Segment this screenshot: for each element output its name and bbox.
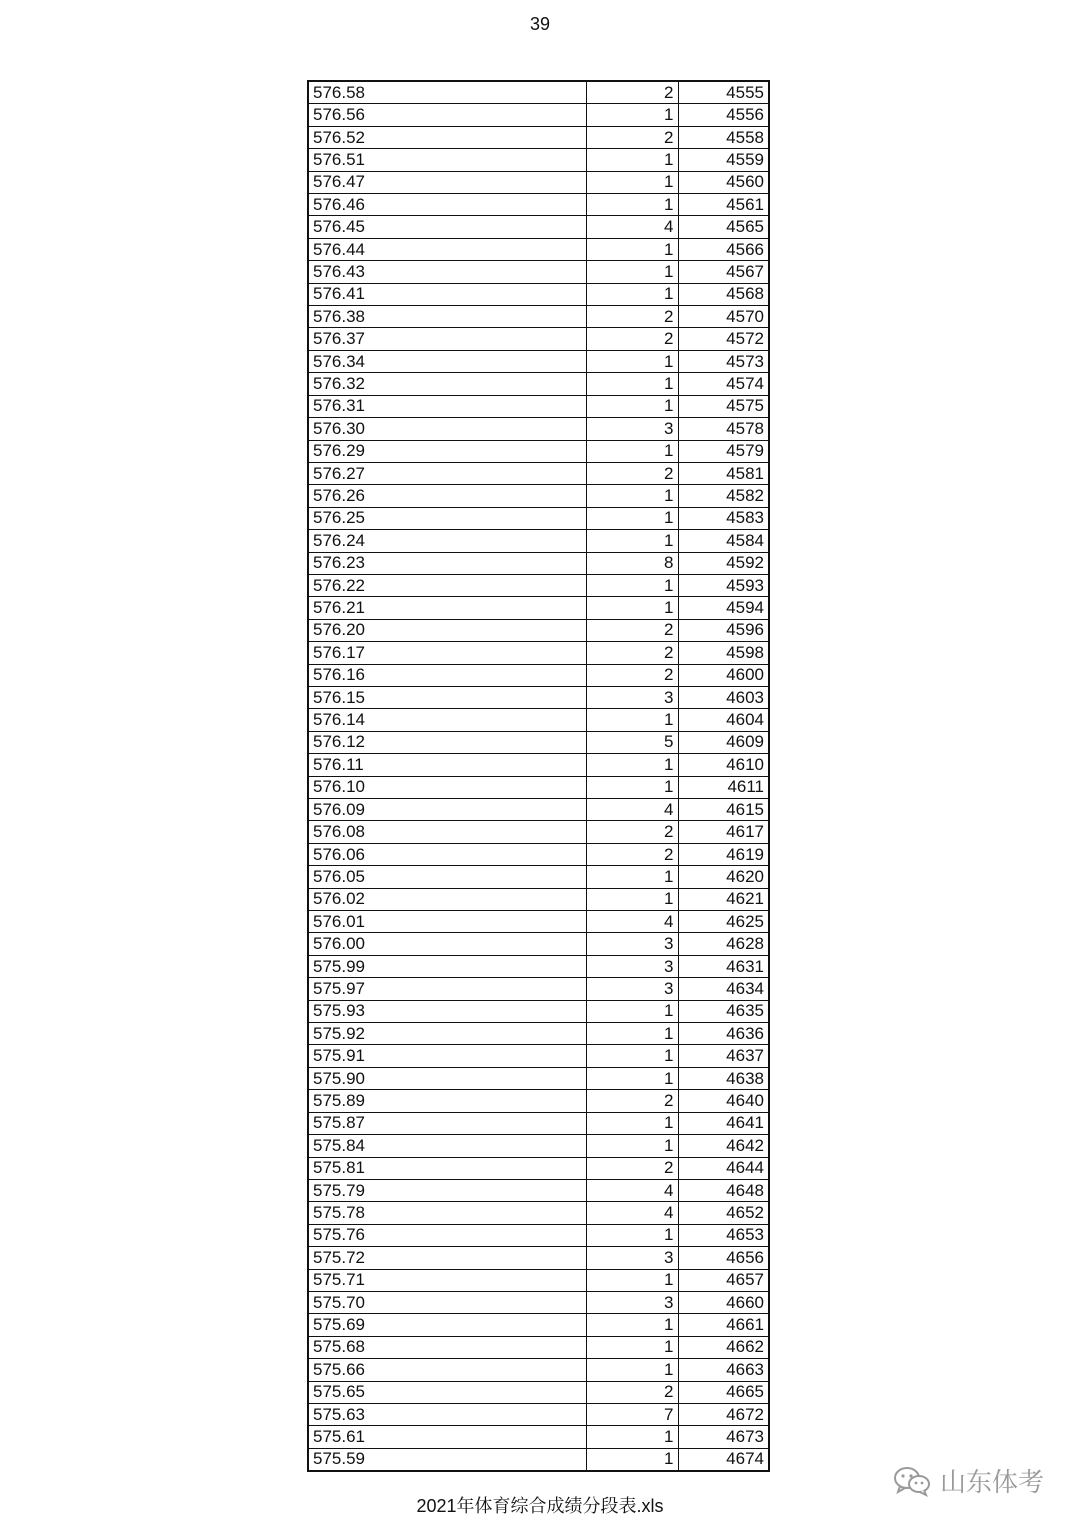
count-cell: 5 [586,731,678,753]
table-row [308,81,769,104]
count-cell: 2 [586,81,678,104]
score-cell: 576.58 [308,81,586,104]
score-cell: 575.90 [308,1067,586,1089]
count-cell: 1 [586,373,678,395]
cumulative-cell: 4611 [678,776,769,798]
count-cell: 1 [586,261,678,283]
score-cell: 576.12 [308,731,586,753]
cumulative-cell: 4581 [678,462,769,484]
count-cell: 1 [586,888,678,910]
score-cell: 575.91 [308,1045,586,1067]
cumulative-cell: 4625 [678,911,769,933]
table-row [308,1157,769,1179]
count-cell: 1 [586,1269,678,1291]
cumulative-cell: 4559 [678,149,769,171]
score-cell: 576.10 [308,776,586,798]
table-row [308,821,769,843]
cumulative-cell: 4604 [678,709,769,731]
score-cell: 576.56 [308,104,586,126]
score-cell: 576.32 [308,373,586,395]
score-cell: 575.66 [308,1359,586,1381]
footer-file-title: 2021年体育综合成绩分段表.xls [416,1496,664,1516]
count-cell: 3 [586,933,678,955]
table-row [308,1000,769,1022]
table-row [308,1179,769,1201]
score-cell: 575.61 [308,1426,586,1448]
table-row [308,462,769,484]
score-cell: 576.47 [308,171,586,193]
table-row [308,1135,769,1157]
cumulative-cell: 4628 [678,933,769,955]
score-cell: 576.06 [308,843,586,865]
score-cell: 575.92 [308,1023,586,1045]
count-cell: 2 [586,642,678,664]
score-cell: 576.45 [308,216,586,238]
score-cell: 575.72 [308,1247,586,1269]
table-row [308,664,769,686]
cumulative-cell: 4661 [678,1314,769,1336]
count-cell: 2 [586,619,678,641]
score-cell: 575.99 [308,955,586,977]
table-row [308,104,769,126]
count-cell: 1 [586,1067,678,1089]
cumulative-cell: 4600 [678,664,769,686]
cumulative-cell: 4570 [678,306,769,328]
table-row [308,1381,769,1403]
cumulative-cell: 4660 [678,1291,769,1313]
table-row [308,507,769,529]
count-cell: 1 [586,776,678,798]
table-row [308,1269,769,1291]
count-cell: 7 [586,1403,678,1425]
cumulative-cell: 4674 [678,1448,769,1471]
cumulative-cell: 4653 [678,1224,769,1246]
table-row [308,126,769,148]
count-cell: 1 [586,1314,678,1336]
table-row [308,597,769,619]
count-cell: 1 [586,440,678,462]
count-cell: 1 [586,530,678,552]
count-cell: 1 [586,866,678,888]
score-cell: 576.38 [308,306,586,328]
cumulative-cell: 4596 [678,619,769,641]
cumulative-cell: 4641 [678,1112,769,1134]
count-cell: 1 [586,350,678,372]
table-row [308,373,769,395]
score-cell: 576.31 [308,395,586,417]
count-cell: 1 [586,1426,678,1448]
count-cell: 1 [586,149,678,171]
score-cell: 575.69 [308,1314,586,1336]
count-cell: 2 [586,821,678,843]
score-cell: 576.15 [308,686,586,708]
table-row [308,530,769,552]
count-cell: 1 [586,597,678,619]
table-row [308,194,769,216]
count-cell: 4 [586,1202,678,1224]
cumulative-cell: 4642 [678,1135,769,1157]
count-cell: 3 [586,1291,678,1313]
count-cell: 1 [586,1000,678,1022]
cumulative-cell: 4566 [678,238,769,260]
cumulative-cell: 4609 [678,731,769,753]
cumulative-cell: 4561 [678,194,769,216]
score-cell: 576.34 [308,350,586,372]
count-cell: 1 [586,1023,678,1045]
count-cell: 4 [586,911,678,933]
table-row [308,1448,769,1471]
cumulative-cell: 4621 [678,888,769,910]
table-row [308,888,769,910]
cumulative-cell: 4568 [678,283,769,305]
cumulative-cell: 4582 [678,485,769,507]
table-row [308,1359,769,1381]
score-cell: 576.21 [308,597,586,619]
count-cell: 2 [586,462,678,484]
score-cell: 575.87 [308,1112,586,1134]
count-cell: 2 [586,1381,678,1403]
score-cell: 576.41 [308,283,586,305]
score-cell: 576.51 [308,149,586,171]
score-cell: 575.71 [308,1269,586,1291]
score-cell: 576.26 [308,485,586,507]
table-row [308,149,769,171]
table-row [308,395,769,417]
count-cell: 1 [586,104,678,126]
table-row [308,328,769,350]
table-row [308,238,769,260]
score-cell: 575.76 [308,1224,586,1246]
score-cell: 575.93 [308,1000,586,1022]
count-cell: 1 [586,395,678,417]
count-cell: 1 [586,485,678,507]
score-cell: 576.43 [308,261,586,283]
cumulative-cell: 4636 [678,1023,769,1045]
cumulative-cell: 4556 [678,104,769,126]
table-row [308,1224,769,1246]
cumulative-cell: 4672 [678,1403,769,1425]
table-row [308,978,769,1000]
table-row [308,306,769,328]
cumulative-cell: 4573 [678,350,769,372]
score-cell: 576.27 [308,462,586,484]
table-body [308,81,769,1471]
score-cell: 575.70 [308,1291,586,1313]
table-row [308,261,769,283]
score-cell: 575.63 [308,1403,586,1425]
table-row [308,1202,769,1224]
score-cell: 576.00 [308,933,586,955]
score-cell: 575.59 [308,1448,586,1471]
cumulative-cell: 4593 [678,574,769,596]
score-cell: 576.09 [308,799,586,821]
count-cell: 1 [586,171,678,193]
count-cell: 2 [586,328,678,350]
table-row [308,619,769,641]
table-row [308,933,769,955]
count-cell: 2 [586,306,678,328]
score-cell: 576.23 [308,552,586,574]
cumulative-cell: 4644 [678,1157,769,1179]
cumulative-cell: 4657 [678,1269,769,1291]
score-cell: 575.68 [308,1336,586,1358]
cumulative-cell: 4598 [678,642,769,664]
score-cell: 576.30 [308,418,586,440]
cumulative-cell: 4648 [678,1179,769,1201]
table-row [308,574,769,596]
cumulative-cell: 4567 [678,261,769,283]
table-row [308,776,769,798]
table-row [308,1426,769,1448]
cumulative-cell: 4662 [678,1336,769,1358]
score-cell: 575.81 [308,1157,586,1179]
cumulative-cell: 4652 [678,1202,769,1224]
count-cell: 3 [586,686,678,708]
table-row [308,418,769,440]
count-cell: 1 [586,1224,678,1246]
score-cell: 576.08 [308,821,586,843]
count-cell: 1 [586,754,678,776]
score-cell: 575.78 [308,1202,586,1224]
score-cell: 575.84 [308,1135,586,1157]
table-row [308,686,769,708]
score-distribution-table [307,80,770,1472]
table-row [308,1023,769,1045]
count-cell: 1 [586,1112,678,1134]
count-cell: 3 [586,978,678,1000]
table-row [308,1291,769,1313]
score-cell: 576.37 [308,328,586,350]
count-cell: 8 [586,552,678,574]
cumulative-cell: 4620 [678,866,769,888]
score-cell: 576.16 [308,664,586,686]
table-row [308,1112,769,1134]
count-cell: 4 [586,1179,678,1201]
table-row [308,350,769,372]
table-row [308,642,769,664]
table-row [308,1045,769,1067]
watermark-text: 山东体考 [940,1467,1045,1497]
score-cell: 576.11 [308,754,586,776]
cumulative-cell: 4638 [678,1067,769,1089]
table-row [308,799,769,821]
table-row [308,843,769,865]
table-row [308,911,769,933]
cumulative-cell: 4640 [678,1090,769,1112]
table-row [308,1336,769,1358]
cumulative-cell: 4631 [678,955,769,977]
cumulative-cell: 4558 [678,126,769,148]
count-cell: 1 [586,507,678,529]
count-cell: 4 [586,216,678,238]
score-cell: 575.97 [308,978,586,1000]
table-row [308,866,769,888]
cumulative-cell: 4579 [678,440,769,462]
score-cell: 576.22 [308,574,586,596]
score-cell: 576.14 [308,709,586,731]
cumulative-cell: 4634 [678,978,769,1000]
count-cell: 1 [586,574,678,596]
count-cell: 3 [586,1247,678,1269]
table-row [308,171,769,193]
cumulative-cell: 4663 [678,1359,769,1381]
cumulative-cell: 4665 [678,1381,769,1403]
count-cell: 2 [586,664,678,686]
cumulative-cell: 4619 [678,843,769,865]
score-cell: 575.65 [308,1381,586,1403]
cumulative-cell: 4615 [678,799,769,821]
count-cell: 2 [586,843,678,865]
score-cell: 576.24 [308,530,586,552]
count-cell: 3 [586,955,678,977]
cumulative-cell: 4594 [678,597,769,619]
table-row [308,754,769,776]
cumulative-cell: 4578 [678,418,769,440]
table-row [308,216,769,238]
cumulative-cell: 4656 [678,1247,769,1269]
table-row [308,1090,769,1112]
cumulative-cell: 4610 [678,754,769,776]
cumulative-cell: 4572 [678,328,769,350]
score-cell: 576.20 [308,619,586,641]
count-cell: 1 [586,1135,678,1157]
count-cell: 2 [586,1157,678,1179]
page-number: 39 [529,14,551,34]
count-cell: 1 [586,1045,678,1067]
table-row [308,955,769,977]
count-cell: 2 [586,1090,678,1112]
score-cell: 576.25 [308,507,586,529]
count-cell: 2 [586,126,678,148]
count-cell: 1 [586,709,678,731]
table-row [308,1403,769,1425]
table-row [308,552,769,574]
table-row [308,283,769,305]
table-row [308,440,769,462]
cumulative-cell: 4560 [678,171,769,193]
score-cell: 576.52 [308,126,586,148]
count-cell: 1 [586,1359,678,1381]
count-cell: 1 [586,194,678,216]
count-cell: 1 [586,283,678,305]
cumulative-cell: 4673 [678,1426,769,1448]
count-cell: 3 [586,418,678,440]
score-cell: 575.89 [308,1090,586,1112]
score-cell: 576.46 [308,194,586,216]
cumulative-cell: 4637 [678,1045,769,1067]
table-row [308,485,769,507]
score-cell: 576.01 [308,911,586,933]
table-row [308,731,769,753]
score-cell: 576.02 [308,888,586,910]
cumulative-cell: 4575 [678,395,769,417]
cumulative-cell: 4603 [678,686,769,708]
count-cell: 1 [586,1336,678,1358]
score-cell: 576.29 [308,440,586,462]
cumulative-cell: 4584 [678,530,769,552]
score-cell: 576.17 [308,642,586,664]
table-row [308,709,769,731]
table-row [308,1067,769,1089]
cumulative-cell: 4574 [678,373,769,395]
score-cell: 576.44 [308,238,586,260]
cumulative-cell: 4592 [678,552,769,574]
score-cell: 575.79 [308,1179,586,1201]
cumulative-cell: 4617 [678,821,769,843]
cumulative-cell: 4565 [678,216,769,238]
count-cell: 4 [586,799,678,821]
cumulative-cell: 4583 [678,507,769,529]
count-cell: 1 [586,1448,678,1471]
table-row [308,1314,769,1336]
score-cell: 576.05 [308,866,586,888]
table-row [308,1247,769,1269]
cumulative-cell: 4555 [678,81,769,104]
count-cell: 1 [586,238,678,260]
cumulative-cell: 4635 [678,1000,769,1022]
